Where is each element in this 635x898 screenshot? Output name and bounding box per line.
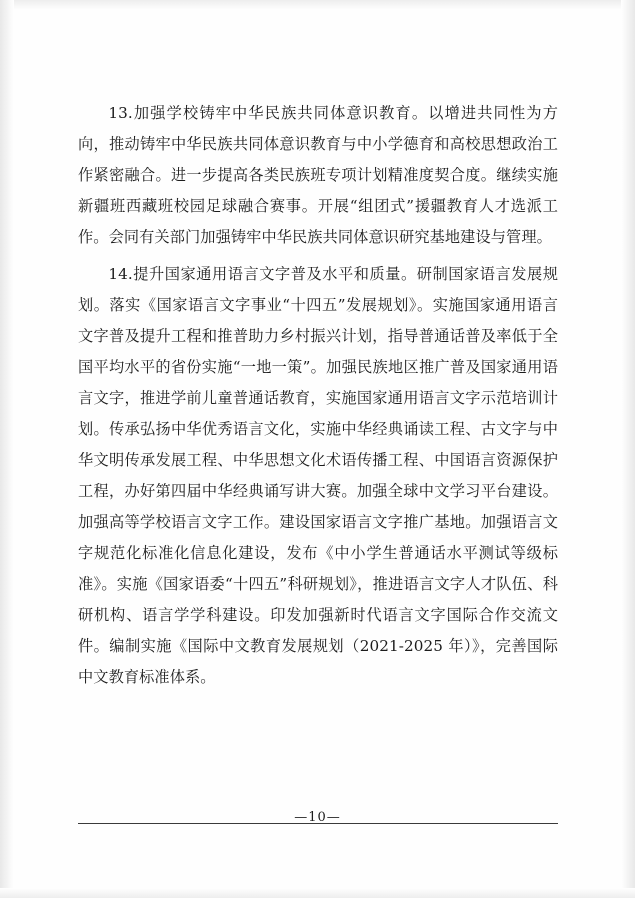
page-edge-top-shadow [0,0,635,10]
document-body [78,98,558,699]
page-edge-right-shadow [621,0,635,898]
page-number: —10— [294,810,341,825]
page-footer [0,806,635,825]
paragraph-item-14: 14.提升国家通用语言文字普及水平和质量。研制国家语言发展规划。落实《国家语言文字事业“十四五”发展规划》。实施国家通用语言文字普及提升工程和推普助力乡村振兴计划，指导普通话普及率低于全国平均水平的省份实施“一地一策”。加强民族地区推广普及国家通用语言文字，推进学前儿童普通话教育，实施国家通用语言文字示范培训计划。传承弘扬中华优秀语言文化，实施中华经典诵读工程、古文字与中华文明传承发展工程、中华思想文化术语传播工程、中国语言资源保护工程，办好第四届中华经典诵写讲大赛。加强全球中文学习平台建设。加强高等学校语言文字工作。建设国家语言文字推广基地。加强语言文字规范化标准化信息化建设，发布《中小学生普通话水平测试等级标准》。实施《国家语委“十四五”科研规划》，推进语言文字人才队伍、科研机构、语言学学科建设。印发加强新时代语言文字国际合作交流文件。编制实施《国际中文教育发展规划（2021-2025 年）》，完善国际中文教育标准体系。 [78,265,558,686]
page-edge-left-shadow [0,0,14,898]
paragraph-item-13: 13.加强学校铸牢中华民族共同体意识教育。以增进共同性为方向，推动铸牢中华民族共同体意识教育与中小学德育和高校思想政治工作紧密融合。进一步提高各类民族班专项计划精准度契合度。继续实施新疆班西藏班校园足球融合赛事。开展“组团式”援疆教育人才选派工作。会同有关部门加强铸牢中华民族共同体意识研究基地建设与管理。 [78,104,558,246]
page-edge-bottom-shadow [0,888,635,898]
